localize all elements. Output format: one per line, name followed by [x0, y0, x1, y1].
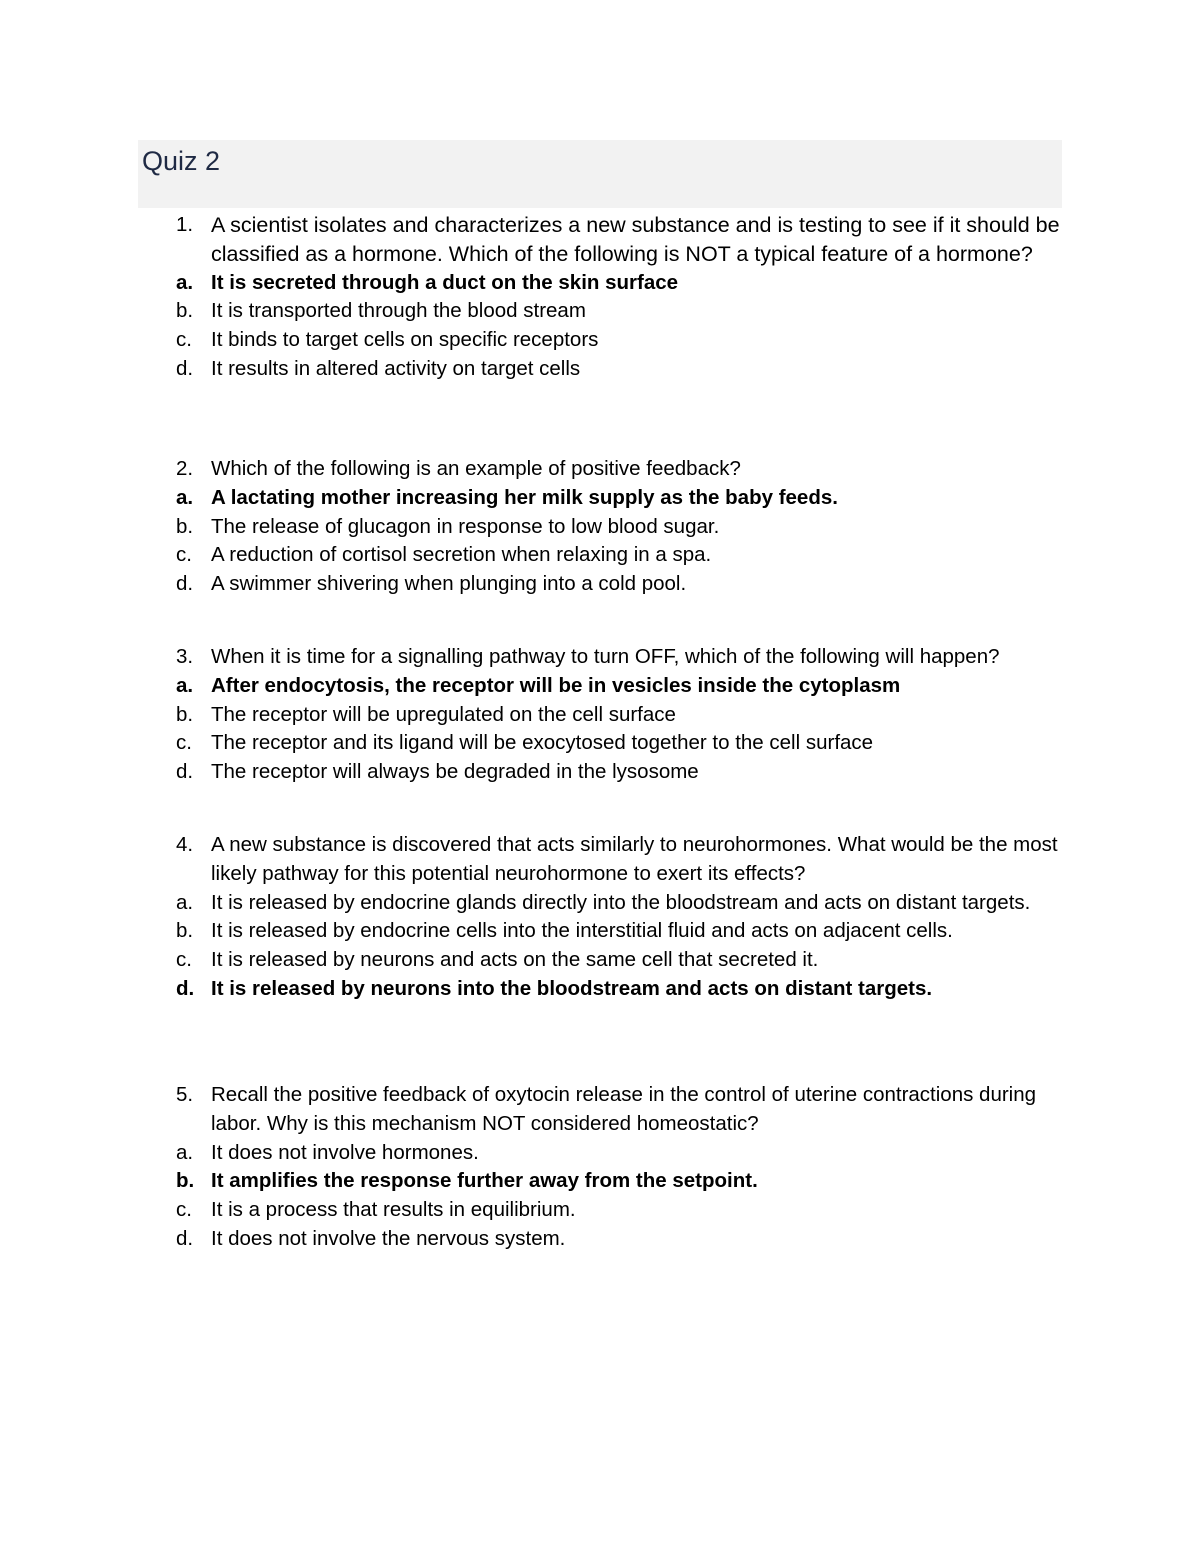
answer-option: [176, 729, 1060, 758]
answer-option-correct: [176, 269, 1060, 298]
answer-option: [176, 917, 1060, 946]
question-text: A new substance is discovered that acts similarly to neurohormones. What would be the most likely pathway for this potential neurohormone to exert its effects?: [211, 833, 1058, 885]
question-stem: [176, 1081, 1060, 1139]
question-stem: [176, 831, 1060, 889]
question-stem: [176, 455, 1060, 484]
option-letter: b.: [176, 514, 194, 538]
question-stem: [176, 643, 1060, 672]
option-letter: a.: [176, 1140, 194, 1164]
option-letter: a.: [176, 673, 194, 697]
option-letter: c.: [176, 543, 192, 567]
option-letter: d.: [176, 572, 194, 596]
answer-option: [176, 326, 1060, 355]
answer-option: [176, 541, 1060, 570]
option-text: It is secreted through a duct on the skin surface: [211, 270, 679, 294]
answer-option-correct: [176, 484, 1060, 513]
question-number: 5.: [176, 1083, 194, 1106]
question-number: 3.: [176, 645, 194, 668]
question-text: Which of the following is an example of positive feedback?: [211, 457, 741, 480]
option-text: It amplifies the response further away from the setpoint.: [211, 1169, 758, 1193]
answer-option: [176, 701, 1060, 730]
option-text: It is released by neurons and acts on the same cell that secreted it.: [211, 948, 819, 972]
question-text: When it is time for a signalling pathway to turn OFF, which of the following will happen?: [211, 645, 1000, 668]
option-letter: b.: [176, 299, 194, 323]
option-letter: b.: [176, 1169, 195, 1193]
option-text: A reduction of cortisol secretion when relaxing in a spa.: [211, 543, 712, 567]
answer-option: [176, 1225, 1060, 1254]
answer-option: [176, 946, 1060, 975]
option-text: The receptor and its ligand will be exocytosed together to the cell surface: [211, 731, 874, 755]
option-text: The receptor will be upregulated on the cell surface: [211, 702, 676, 726]
option-letter: b.: [176, 702, 194, 726]
title-band: [138, 140, 1062, 208]
question-number: 4.: [176, 833, 194, 856]
question-3: [176, 643, 1060, 787]
question-number: 1.: [176, 213, 194, 236]
answer-option: [176, 1196, 1060, 1225]
option-letter: a.: [176, 270, 194, 294]
page-title: Quiz 2: [142, 146, 221, 176]
option-letter: c.: [176, 731, 192, 755]
answer-option: [176, 1139, 1060, 1168]
question-4: [176, 831, 1060, 1004]
option-letter: c.: [176, 328, 192, 352]
option-text: It binds to target cells on specific receptors: [211, 328, 599, 352]
option-text: It is released by endocrine cells into the interstitial fluid and acts on adjacent cells.: [211, 919, 953, 943]
option-letter: a.: [176, 890, 194, 914]
option-text: It is a process that results in equilibrium.: [211, 1198, 576, 1222]
option-letter: b.: [176, 919, 194, 943]
option-text: It results in altered activity on target cells: [211, 356, 581, 380]
option-letter: c.: [176, 948, 192, 972]
question-number: 2.: [176, 457, 194, 480]
answer-option-correct: [176, 672, 1060, 701]
answer-option: [176, 889, 1060, 918]
question-5: [176, 1081, 1060, 1254]
option-text: The release of glucagon in response to low blood sugar.: [211, 514, 720, 538]
question-1: [176, 211, 1060, 384]
option-text: It is released by endocrine glands directly into the bloodstream and acts on distant targets.: [211, 890, 1031, 914]
answer-option-correct: [176, 975, 1060, 1004]
answer-option: [176, 297, 1060, 326]
answer-option: [176, 758, 1060, 787]
option-text: It does not involve hormones.: [211, 1140, 479, 1164]
option-text: It does not involve the nervous system.: [211, 1226, 566, 1250]
option-letter: a.: [176, 485, 194, 509]
option-letter: d.: [176, 976, 195, 1000]
option-letter: c.: [176, 1198, 192, 1222]
option-text: The receptor will always be degraded in the lysosome: [211, 760, 699, 784]
option-text: A swimmer shivering when plunging into a cold pool.: [211, 572, 687, 596]
option-text: After endocytosis, the receptor will be in vesicles inside the cytoplasm: [211, 673, 901, 697]
option-letter: d.: [176, 1226, 194, 1250]
answer-option: [176, 570, 1060, 599]
option-letter: d.: [176, 760, 194, 784]
question-text: A scientist isolates and characterizes a new substance and is testing to see if it should be classified as a hormone. Which of the following is NOT a typical feature of a hormone?: [211, 213, 1060, 266]
question-2: [176, 455, 1060, 599]
answer-option: [176, 513, 1060, 542]
option-letter: d.: [176, 356, 194, 380]
question-stem: [176, 211, 1060, 269]
answer-option-correct: [176, 1167, 1060, 1196]
answer-option: [176, 355, 1060, 384]
option-text: A lactating mother increasing her milk supply as the baby feeds.: [211, 485, 838, 509]
option-text: It is released by neurons into the bloodstream and acts on distant targets.: [211, 976, 933, 1000]
question-text: Recall the positive feedback of oxytocin release in the control of uterine contractions during labor. Why is this mechanism NOT considered homeostatic?: [211, 1083, 1037, 1135]
option-text: It is transported through the blood stream: [211, 299, 586, 323]
